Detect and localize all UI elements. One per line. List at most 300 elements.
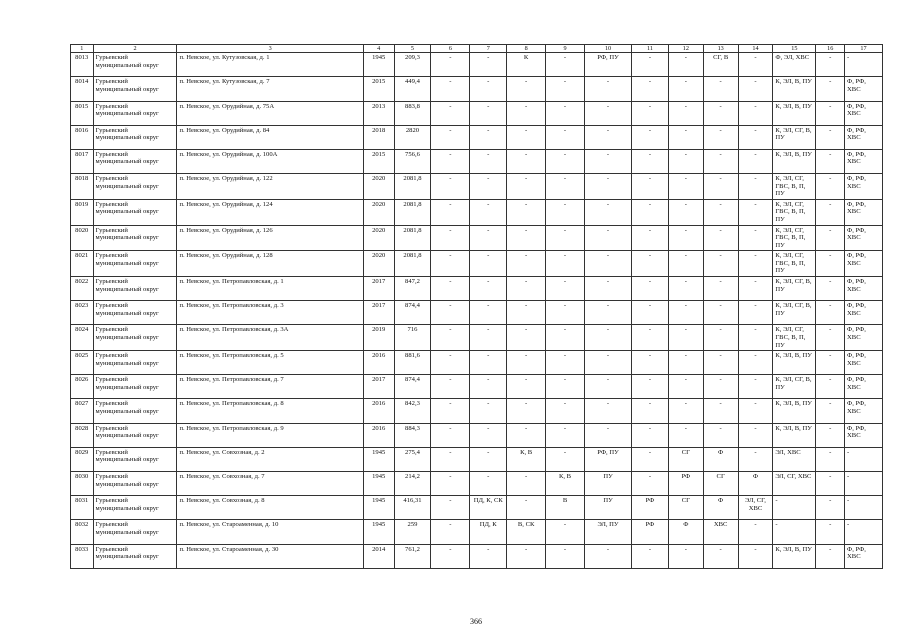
page-number: 366: [470, 617, 482, 626]
table-cell: -: [507, 423, 546, 447]
table-cell: п. Невское, ул. Орудийная, д. 126: [177, 225, 363, 251]
table-cell: -: [584, 101, 631, 125]
table-cell: -: [703, 351, 738, 375]
table-cell: -: [470, 447, 507, 471]
table-cell: Гурьевский муниципальный округ: [93, 225, 177, 251]
table-cell: п. Невское, ул. Совхозная, д. 8: [177, 496, 363, 520]
table-cell: -: [546, 149, 585, 173]
table-cell: -: [738, 399, 773, 423]
table-cell: -: [546, 101, 585, 125]
column-header: 16: [816, 45, 845, 53]
table-cell: К, ЭЛ, В, ПУ: [773, 149, 816, 173]
table-cell: п. Невское, ул. Петропавловская, д. 7: [177, 375, 363, 399]
data-table: [70, 44, 883, 569]
table-cell: -: [507, 125, 546, 149]
table-cell: Гурьевский муниципальный округ: [93, 375, 177, 399]
table-cell: -: [470, 423, 507, 447]
table-cell: К, ЭЛ, СГ, ГВС, В, П, ПУ: [773, 225, 816, 251]
column-header: 5: [394, 45, 431, 53]
table-cell: -: [584, 77, 631, 101]
table-cell: Ф, РФ, ХВС: [845, 399, 883, 423]
table-cell: -: [470, 199, 507, 225]
table-cell: п. Невское, ул. Орудийная, д. 128: [177, 251, 363, 277]
table-cell: К: [507, 53, 546, 77]
table-cell: -: [431, 496, 470, 520]
table-cell: -: [507, 351, 546, 375]
table-cell: 275,4: [394, 447, 431, 471]
table-cell: -: [470, 472, 507, 496]
table-cell: -: [584, 225, 631, 251]
table-cell: -: [431, 472, 470, 496]
table-cell: Ф, РФ, ХВС: [845, 149, 883, 173]
table-cell: -: [632, 149, 669, 173]
table-cell: 8027: [71, 399, 94, 423]
table-cell: ПУ: [584, 496, 631, 520]
table-row: [71, 53, 883, 77]
table-cell: -: [632, 53, 669, 77]
table-cell: -: [738, 225, 773, 251]
table-cell: 2014: [363, 544, 394, 568]
column-header: 14: [738, 45, 773, 53]
table-cell: Ф, РФ, ХВС: [845, 375, 883, 399]
table-cell: 2017: [363, 277, 394, 301]
table-row: [71, 199, 883, 225]
table-row: [71, 277, 883, 301]
table-cell: Гурьевский муниципальный округ: [93, 199, 177, 225]
table-cell: Ф, РФ, ХВС: [845, 101, 883, 125]
table-body: [71, 45, 883, 569]
column-header: 4: [363, 45, 394, 53]
table-cell: -: [703, 125, 738, 149]
table-cell: РФ, ПУ: [584, 53, 631, 77]
table-cell: К, ЭЛ, СГ, ГВС, В, П, ПУ: [773, 325, 816, 351]
table-cell: -: [632, 251, 669, 277]
table-cell: К, ЭЛ, СГ, В, ПУ: [773, 301, 816, 325]
table-cell: Ф: [668, 520, 703, 544]
table-cell: Гурьевский муниципальный округ: [93, 544, 177, 568]
table-cell: 1945: [363, 53, 394, 77]
table-cell: -: [470, 544, 507, 568]
table-cell: -: [816, 447, 845, 471]
table-cell: -: [845, 520, 883, 544]
table-cell: Ф, РФ, ХВС: [845, 351, 883, 375]
table-cell: 716: [394, 325, 431, 351]
table-cell: -: [773, 520, 816, 544]
table-cell: -: [431, 423, 470, 447]
table-cell: 209,3: [394, 53, 431, 77]
table-cell: -: [816, 325, 845, 351]
table-cell: Гурьевский муниципальный округ: [93, 125, 177, 149]
table-cell: К, В: [507, 447, 546, 471]
table-cell: 1945: [363, 447, 394, 471]
table-cell: К, В: [546, 472, 585, 496]
table-cell: РФ, ПУ: [584, 447, 631, 471]
table-row: [71, 174, 883, 200]
table-cell: 214,2: [394, 472, 431, 496]
table-cell: -: [816, 251, 845, 277]
table-cell: -: [507, 399, 546, 423]
table-cell: -: [507, 325, 546, 351]
table-cell: -: [584, 149, 631, 173]
table-cell: -: [546, 447, 585, 471]
table-cell: -: [470, 149, 507, 173]
table-cell: К, ЭЛ, СГ, В, ПУ: [773, 277, 816, 301]
table-cell: -: [816, 301, 845, 325]
table-cell: -: [507, 301, 546, 325]
table-cell: -: [703, 399, 738, 423]
table-cell: -: [632, 174, 669, 200]
table-cell: п. Невское, ул. Староаменная, д. 30: [177, 544, 363, 568]
table-cell: 8014: [71, 77, 94, 101]
table-row: [71, 101, 883, 125]
table-cell: п. Невское, ул. Орудийная, д. 84: [177, 125, 363, 149]
table-cell: Ф: [703, 496, 738, 520]
table-cell: -: [546, 301, 585, 325]
table-cell: -: [470, 77, 507, 101]
table-cell: 8031: [71, 496, 94, 520]
table-cell: Ф, РФ, ХВС: [845, 77, 883, 101]
table-cell: -: [507, 77, 546, 101]
table-cell: -: [507, 277, 546, 301]
table-cell: -: [668, 225, 703, 251]
table-cell: Гурьевский муниципальный округ: [93, 325, 177, 351]
column-header: 1: [71, 45, 94, 53]
column-header: 13: [703, 45, 738, 53]
table-cell: Ф, РФ, ХВС: [845, 301, 883, 325]
table-cell: -: [546, 125, 585, 149]
table-cell: -: [668, 125, 703, 149]
table-cell: -: [703, 251, 738, 277]
table-cell: 8028: [71, 423, 94, 447]
table-cell: Гурьевский муниципальный округ: [93, 174, 177, 200]
table-cell: -: [584, 199, 631, 225]
table-cell: СГ: [668, 496, 703, 520]
table-cell: -: [668, 301, 703, 325]
table-cell: -: [431, 149, 470, 173]
table-cell: -: [546, 77, 585, 101]
table-cell: Ф, РФ, ХВС: [845, 125, 883, 149]
table-cell: -: [470, 277, 507, 301]
table-cell: -: [431, 225, 470, 251]
table-cell: -: [546, 277, 585, 301]
table-cell: 2017: [363, 301, 394, 325]
table-cell: -: [632, 325, 669, 351]
table-cell: -: [816, 53, 845, 77]
table-cell: -: [632, 472, 669, 496]
table-cell: К, ЭЛ, СГ, В, ПУ: [773, 375, 816, 399]
table-cell: п. Невское, ул. Кутузовская, д. 1: [177, 53, 363, 77]
table-cell: К, ЭЛ, В, ПУ: [773, 423, 816, 447]
table-cell: -: [773, 496, 816, 520]
table-cell: 8022: [71, 277, 94, 301]
table-cell: В: [546, 496, 585, 520]
table-cell: -: [431, 520, 470, 544]
table-cell: Гурьевский муниципальный округ: [93, 53, 177, 77]
table-cell: -: [703, 423, 738, 447]
table-cell: -: [546, 544, 585, 568]
table-cell: -: [431, 77, 470, 101]
table-cell: -: [470, 399, 507, 423]
table-cell: -: [816, 174, 845, 200]
table-cell: -: [546, 251, 585, 277]
table-cell: -: [431, 174, 470, 200]
table-cell: 756,6: [394, 149, 431, 173]
table-cell: -: [507, 251, 546, 277]
table-cell: -: [738, 199, 773, 225]
table-cell: 8026: [71, 375, 94, 399]
table-cell: -: [816, 77, 845, 101]
table-cell: -: [584, 251, 631, 277]
table-cell: -: [507, 101, 546, 125]
table-cell: п. Невское, ул. Петропавловская, д. 3А: [177, 325, 363, 351]
table-cell: -: [738, 423, 773, 447]
table-cell: ХВС: [703, 520, 738, 544]
table-cell: -: [470, 375, 507, 399]
table-cell: -: [431, 351, 470, 375]
table-cell: РФ: [632, 520, 669, 544]
table-cell: ПД, К, СК: [470, 496, 507, 520]
table-cell: -: [845, 53, 883, 77]
table-cell: -: [507, 544, 546, 568]
table-cell: п. Невское, ул. Петропавловская, д. 9: [177, 423, 363, 447]
table-cell: В, СК: [507, 520, 546, 544]
table-cell: -: [703, 301, 738, 325]
table-cell: -: [470, 225, 507, 251]
table-cell: 8015: [71, 101, 94, 125]
table-cell: -: [546, 520, 585, 544]
table-cell: 2020: [363, 199, 394, 225]
table-cell: -: [546, 225, 585, 251]
table-cell: -: [632, 301, 669, 325]
table-cell: -: [816, 199, 845, 225]
table-row: [71, 325, 883, 351]
table-cell: Ф, РФ, ХВС: [845, 423, 883, 447]
table-cell: -: [668, 101, 703, 125]
table-cell: -: [431, 544, 470, 568]
table-cell: -: [816, 520, 845, 544]
table-cell: -: [632, 277, 669, 301]
table-cell: РФ: [632, 496, 669, 520]
table-cell: Ф, РФ, ХВС: [845, 325, 883, 351]
column-header: 8: [507, 45, 546, 53]
table-cell: 259: [394, 520, 431, 544]
table-row: [71, 375, 883, 399]
table-cell: п. Невское, ул. Совхозная, д. 2: [177, 447, 363, 471]
table-cell: -: [816, 375, 845, 399]
table-cell: К, ЭЛ, СГ, ГВС, В, П, ПУ: [773, 251, 816, 277]
table-cell: -: [632, 351, 669, 375]
table-cell: ЭЛ, СГ, ХВС: [773, 472, 816, 496]
table-cell: 2019: [363, 325, 394, 351]
table-cell: Гурьевский муниципальный округ: [93, 77, 177, 101]
table-cell: -: [668, 351, 703, 375]
table-cell: Ф, ЭЛ, ХВС: [773, 53, 816, 77]
table-cell: 2081,8: [394, 225, 431, 251]
table-cell: -: [738, 251, 773, 277]
table-cell: -: [738, 125, 773, 149]
table-row: [71, 544, 883, 568]
table-cell: п. Невское, ул. Орудийная, д. 122: [177, 174, 363, 200]
table-cell: п. Невское, ул. Петропавловская, д. 3: [177, 301, 363, 325]
table-cell: -: [584, 174, 631, 200]
table-cell: -: [632, 77, 669, 101]
table-cell: 2081,8: [394, 174, 431, 200]
table-cell: 8024: [71, 325, 94, 351]
table-cell: Гурьевский муниципальный округ: [93, 447, 177, 471]
table-cell: -: [703, 77, 738, 101]
table-cell: -: [703, 199, 738, 225]
table-cell: 1945: [363, 496, 394, 520]
table-cell: -: [703, 277, 738, 301]
table-cell: 2081,8: [394, 199, 431, 225]
table-cell: 874,4: [394, 301, 431, 325]
table-cell: -: [507, 375, 546, 399]
table-cell: Ф, РФ, ХВС: [845, 251, 883, 277]
column-header: 3: [177, 45, 363, 53]
table-cell: -: [584, 125, 631, 149]
table-cell: -: [584, 399, 631, 423]
table-cell: 8023: [71, 301, 94, 325]
table-cell: 847,2: [394, 277, 431, 301]
table-cell: ЭЛ, ХВС: [773, 447, 816, 471]
table-cell: РФ: [668, 472, 703, 496]
table-cell: -: [632, 199, 669, 225]
table-cell: 8021: [71, 251, 94, 277]
table-cell: ПУ: [584, 472, 631, 496]
table-cell: -: [738, 174, 773, 200]
table-cell: 2016: [363, 351, 394, 375]
table-cell: Гурьевский муниципальный округ: [93, 149, 177, 173]
table-cell: -: [738, 301, 773, 325]
table-cell: п. Невское, ул. Петропавловская, д. 8: [177, 399, 363, 423]
table-header-row: [71, 45, 883, 53]
table-cell: 2015: [363, 77, 394, 101]
table-cell: -: [507, 174, 546, 200]
table-cell: Ф, РФ, ХВС: [845, 544, 883, 568]
table-cell: ПД, К: [470, 520, 507, 544]
table-cell: -: [738, 77, 773, 101]
table-cell: -: [668, 544, 703, 568]
table-cell: -: [668, 375, 703, 399]
table-cell: -: [738, 351, 773, 375]
table-cell: -: [632, 399, 669, 423]
table-cell: -: [470, 325, 507, 351]
table-row: [71, 447, 883, 471]
table-cell: -: [470, 101, 507, 125]
table-cell: -: [470, 301, 507, 325]
table-cell: -: [816, 423, 845, 447]
table-cell: СГ: [703, 472, 738, 496]
table-cell: п. Невское, ул. Петропавловская, д. 1: [177, 277, 363, 301]
table-cell: -: [507, 225, 546, 251]
table-cell: -: [668, 277, 703, 301]
table-cell: -: [507, 472, 546, 496]
table-cell: -: [584, 325, 631, 351]
table-cell: -: [668, 325, 703, 351]
table-cell: -: [470, 251, 507, 277]
table-cell: -: [845, 472, 883, 496]
table-cell: -: [703, 544, 738, 568]
table-cell: 8029: [71, 447, 94, 471]
table-cell: -: [632, 375, 669, 399]
table-cell: -: [738, 544, 773, 568]
table-cell: Гурьевский муниципальный округ: [93, 101, 177, 125]
table-cell: 2016: [363, 399, 394, 423]
table-cell: -: [470, 351, 507, 375]
table-cell: -: [668, 399, 703, 423]
table-cell: Гурьевский муниципальный округ: [93, 301, 177, 325]
table-cell: -: [703, 174, 738, 200]
table-cell: К, ЭЛ, СГ, ГВС, В, П, ПУ: [773, 174, 816, 200]
table-cell: -: [816, 149, 845, 173]
table-row: [71, 225, 883, 251]
table-cell: 884,3: [394, 423, 431, 447]
table-cell: Гурьевский муниципальный округ: [93, 520, 177, 544]
table-cell: 874,4: [394, 375, 431, 399]
table-cell: -: [816, 496, 845, 520]
table-cell: -: [431, 53, 470, 77]
table-cell: 8025: [71, 351, 94, 375]
table-cell: -: [703, 325, 738, 351]
table-cell: -: [668, 251, 703, 277]
table-cell: 2017: [363, 375, 394, 399]
table-cell: -: [845, 447, 883, 471]
table-cell: 8030: [71, 472, 94, 496]
table-cell: -: [668, 199, 703, 225]
table-cell: 8032: [71, 520, 94, 544]
table-cell: -: [507, 496, 546, 520]
table-row: [71, 399, 883, 423]
table-cell: К, ЭЛ, В, ПУ: [773, 351, 816, 375]
table-cell: ЭЛ, ПУ: [584, 520, 631, 544]
table-cell: п. Невское, ул. Кутузовская, д. 7: [177, 77, 363, 101]
table-cell: -: [546, 351, 585, 375]
table-cell: -: [584, 423, 631, 447]
column-header: 11: [632, 45, 669, 53]
table-cell: 842,3: [394, 399, 431, 423]
table-cell: -: [816, 101, 845, 125]
table-row: [71, 149, 883, 173]
table-cell: -: [470, 125, 507, 149]
table-cell: -: [470, 53, 507, 77]
table-cell: п. Невское, ул. Орудийная, д. 124: [177, 199, 363, 225]
table-cell: -: [546, 53, 585, 77]
table-cell: -: [668, 423, 703, 447]
table-cell: -: [584, 277, 631, 301]
table-cell: 1945: [363, 472, 394, 496]
table-cell: -: [546, 174, 585, 200]
table-cell: -: [738, 325, 773, 351]
table-cell: -: [668, 149, 703, 173]
table-cell: 8020: [71, 225, 94, 251]
table-cell: -: [431, 447, 470, 471]
table-cell: К, ЭЛ, СГ, ГВС, В, П, ПУ: [773, 199, 816, 225]
table-row: [71, 77, 883, 101]
table-cell: -: [703, 149, 738, 173]
table-cell: -: [738, 149, 773, 173]
table-cell: 2020: [363, 174, 394, 200]
table-cell: -: [431, 199, 470, 225]
table-cell: п. Невское, ул. Староаменная, д. 10: [177, 520, 363, 544]
table-cell: 8019: [71, 199, 94, 225]
table-cell: п. Невское, ул. Совхозная, д. 7: [177, 472, 363, 496]
table-row: [71, 251, 883, 277]
table-cell: -: [668, 53, 703, 77]
table-cell: п. Невское, ул. Орудийная, д. 75А: [177, 101, 363, 125]
table-cell: Ф: [703, 447, 738, 471]
table-cell: п. Невское, ул. Орудийная, д. 100А: [177, 149, 363, 173]
table-cell: 8013: [71, 53, 94, 77]
